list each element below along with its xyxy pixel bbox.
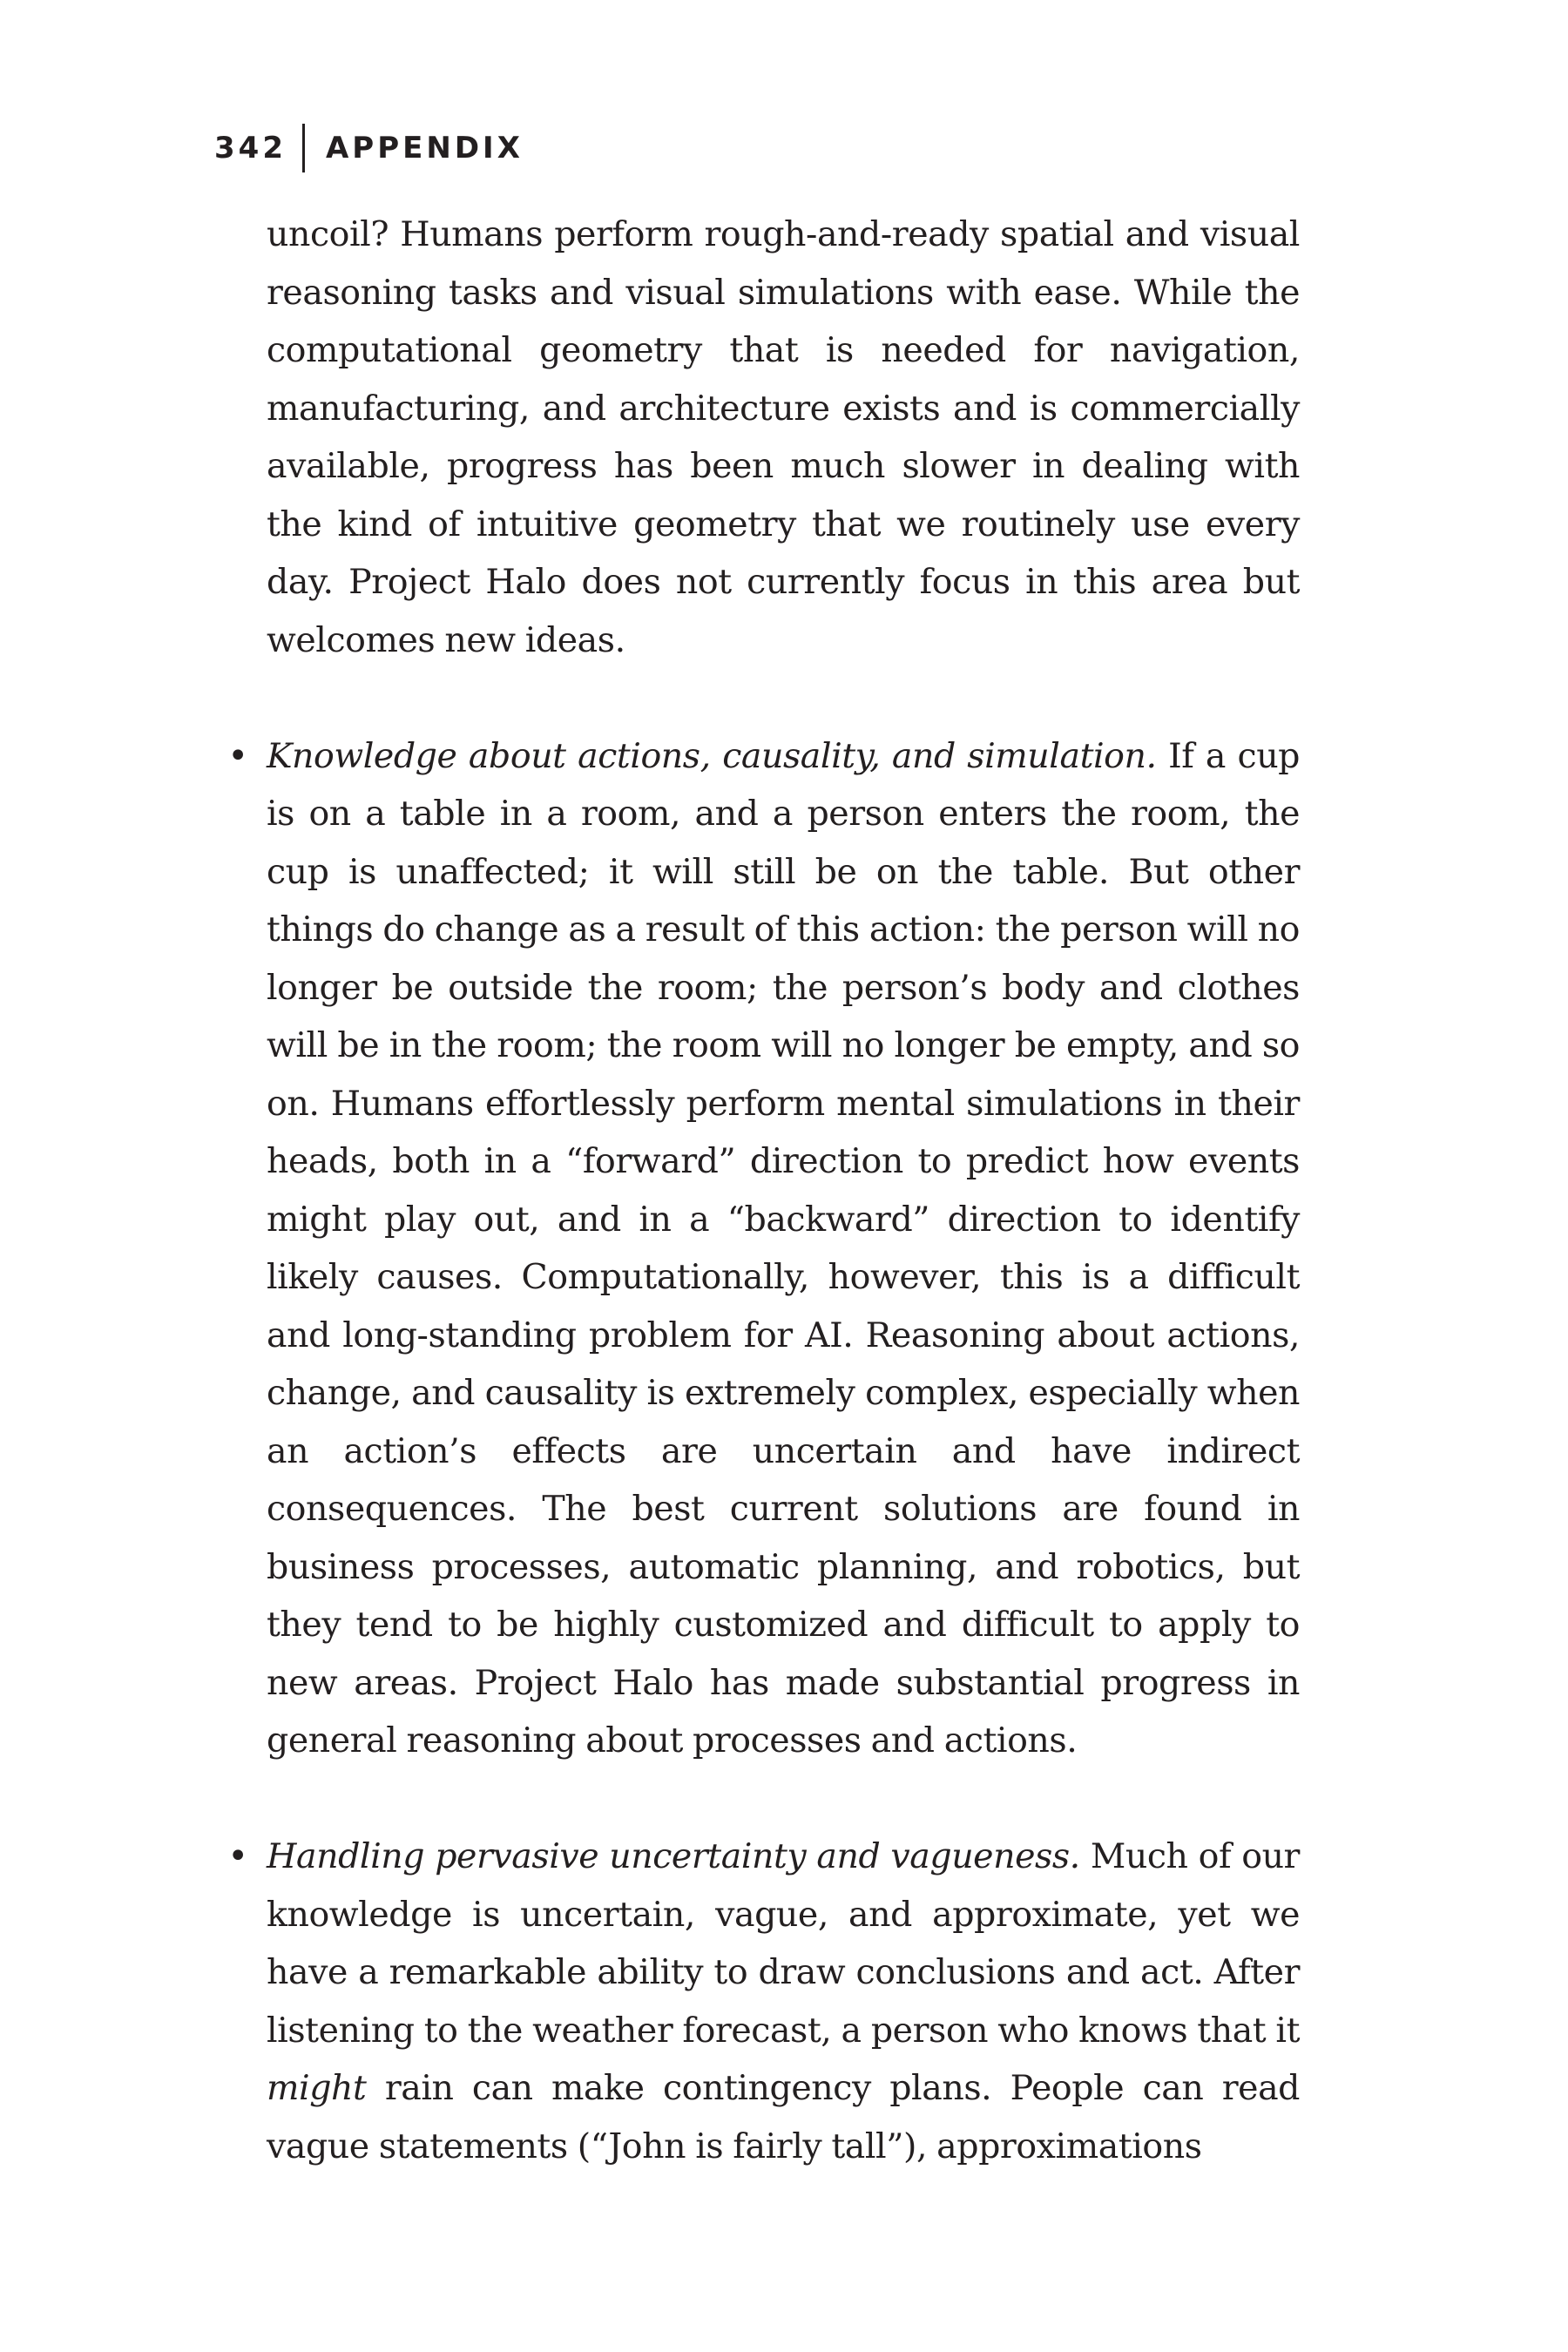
continuation-paragraph: uncoil? Humans perform rough-and-ready spatial and visual reasoning tasks and visual simulations with ease. While the computational geometry that is needed for navigation, manufacturing, and architecture exists and is commercially available, progress has been much slower in dealing with the kind of intuitive geometry that we routinely use every day. Project Halo does not currently focus in this area but welcomes new ideas.	[267, 214, 1300, 660]
bullet-paragraph	[267, 727, 1300, 1770]
bullet-body: Much of our knowledge is uncertain, vague, and approximate, yet we have a remarkable ability to draw conclusions and act. After listening to the weather forecast, a person who knows that it	[267, 1836, 1300, 2051]
bullet-body: If a cup is on a table in a room, and a person enters the room, the cup is unaffected; it will still be on the table. But other things do change as a result of this action: the person will no longer be outside the room; the person’s body and clothes will be in the room; the room will no longer be empty, and so on. Humans effortlessly perform mental simulations in their heads, both in a “forward” direction to predict how events might play out, and in a “backward” direction to identify likely causes. Computationally, however, this is a difficult and long-standing problem for AI. Reasoning about actions, change, and causality is extremely complex, especially when an action’s effects are uncertain and have indirect consequences. The best current solutions are found in business processes, automatic planning, and robotics, but they tend to be highly customized and difficult to apply to new areas. Project Halo has made substantial progress in general reasoning about processes and actions.	[267, 735, 1301, 1761]
bullet-item-uncertainty	[227, 1828, 1301, 2175]
bullet-paragraph	[267, 1828, 1300, 2175]
bullet-title: Handling pervasive uncertainty and vagueness.	[267, 1836, 1080, 1876]
running-head	[214, 124, 524, 172]
bullet-body-continued: rain can make contingency plans. People can read vague statements (“John is fairly tall”), approximations	[267, 2068, 1301, 2166]
header-divider	[302, 124, 305, 172]
bullet-marker: •	[227, 735, 248, 776]
bullet-marker: •	[227, 1836, 248, 1876]
emphasis-word: might	[267, 2068, 367, 2108]
page-number: 342	[214, 131, 287, 166]
body-text	[227, 206, 1301, 2175]
section-title: APPENDIX	[325, 131, 524, 166]
bullet-title: Knowledge about actions, causality, and simulation.	[267, 735, 1157, 776]
bullet-item-actions	[227, 727, 1301, 1770]
